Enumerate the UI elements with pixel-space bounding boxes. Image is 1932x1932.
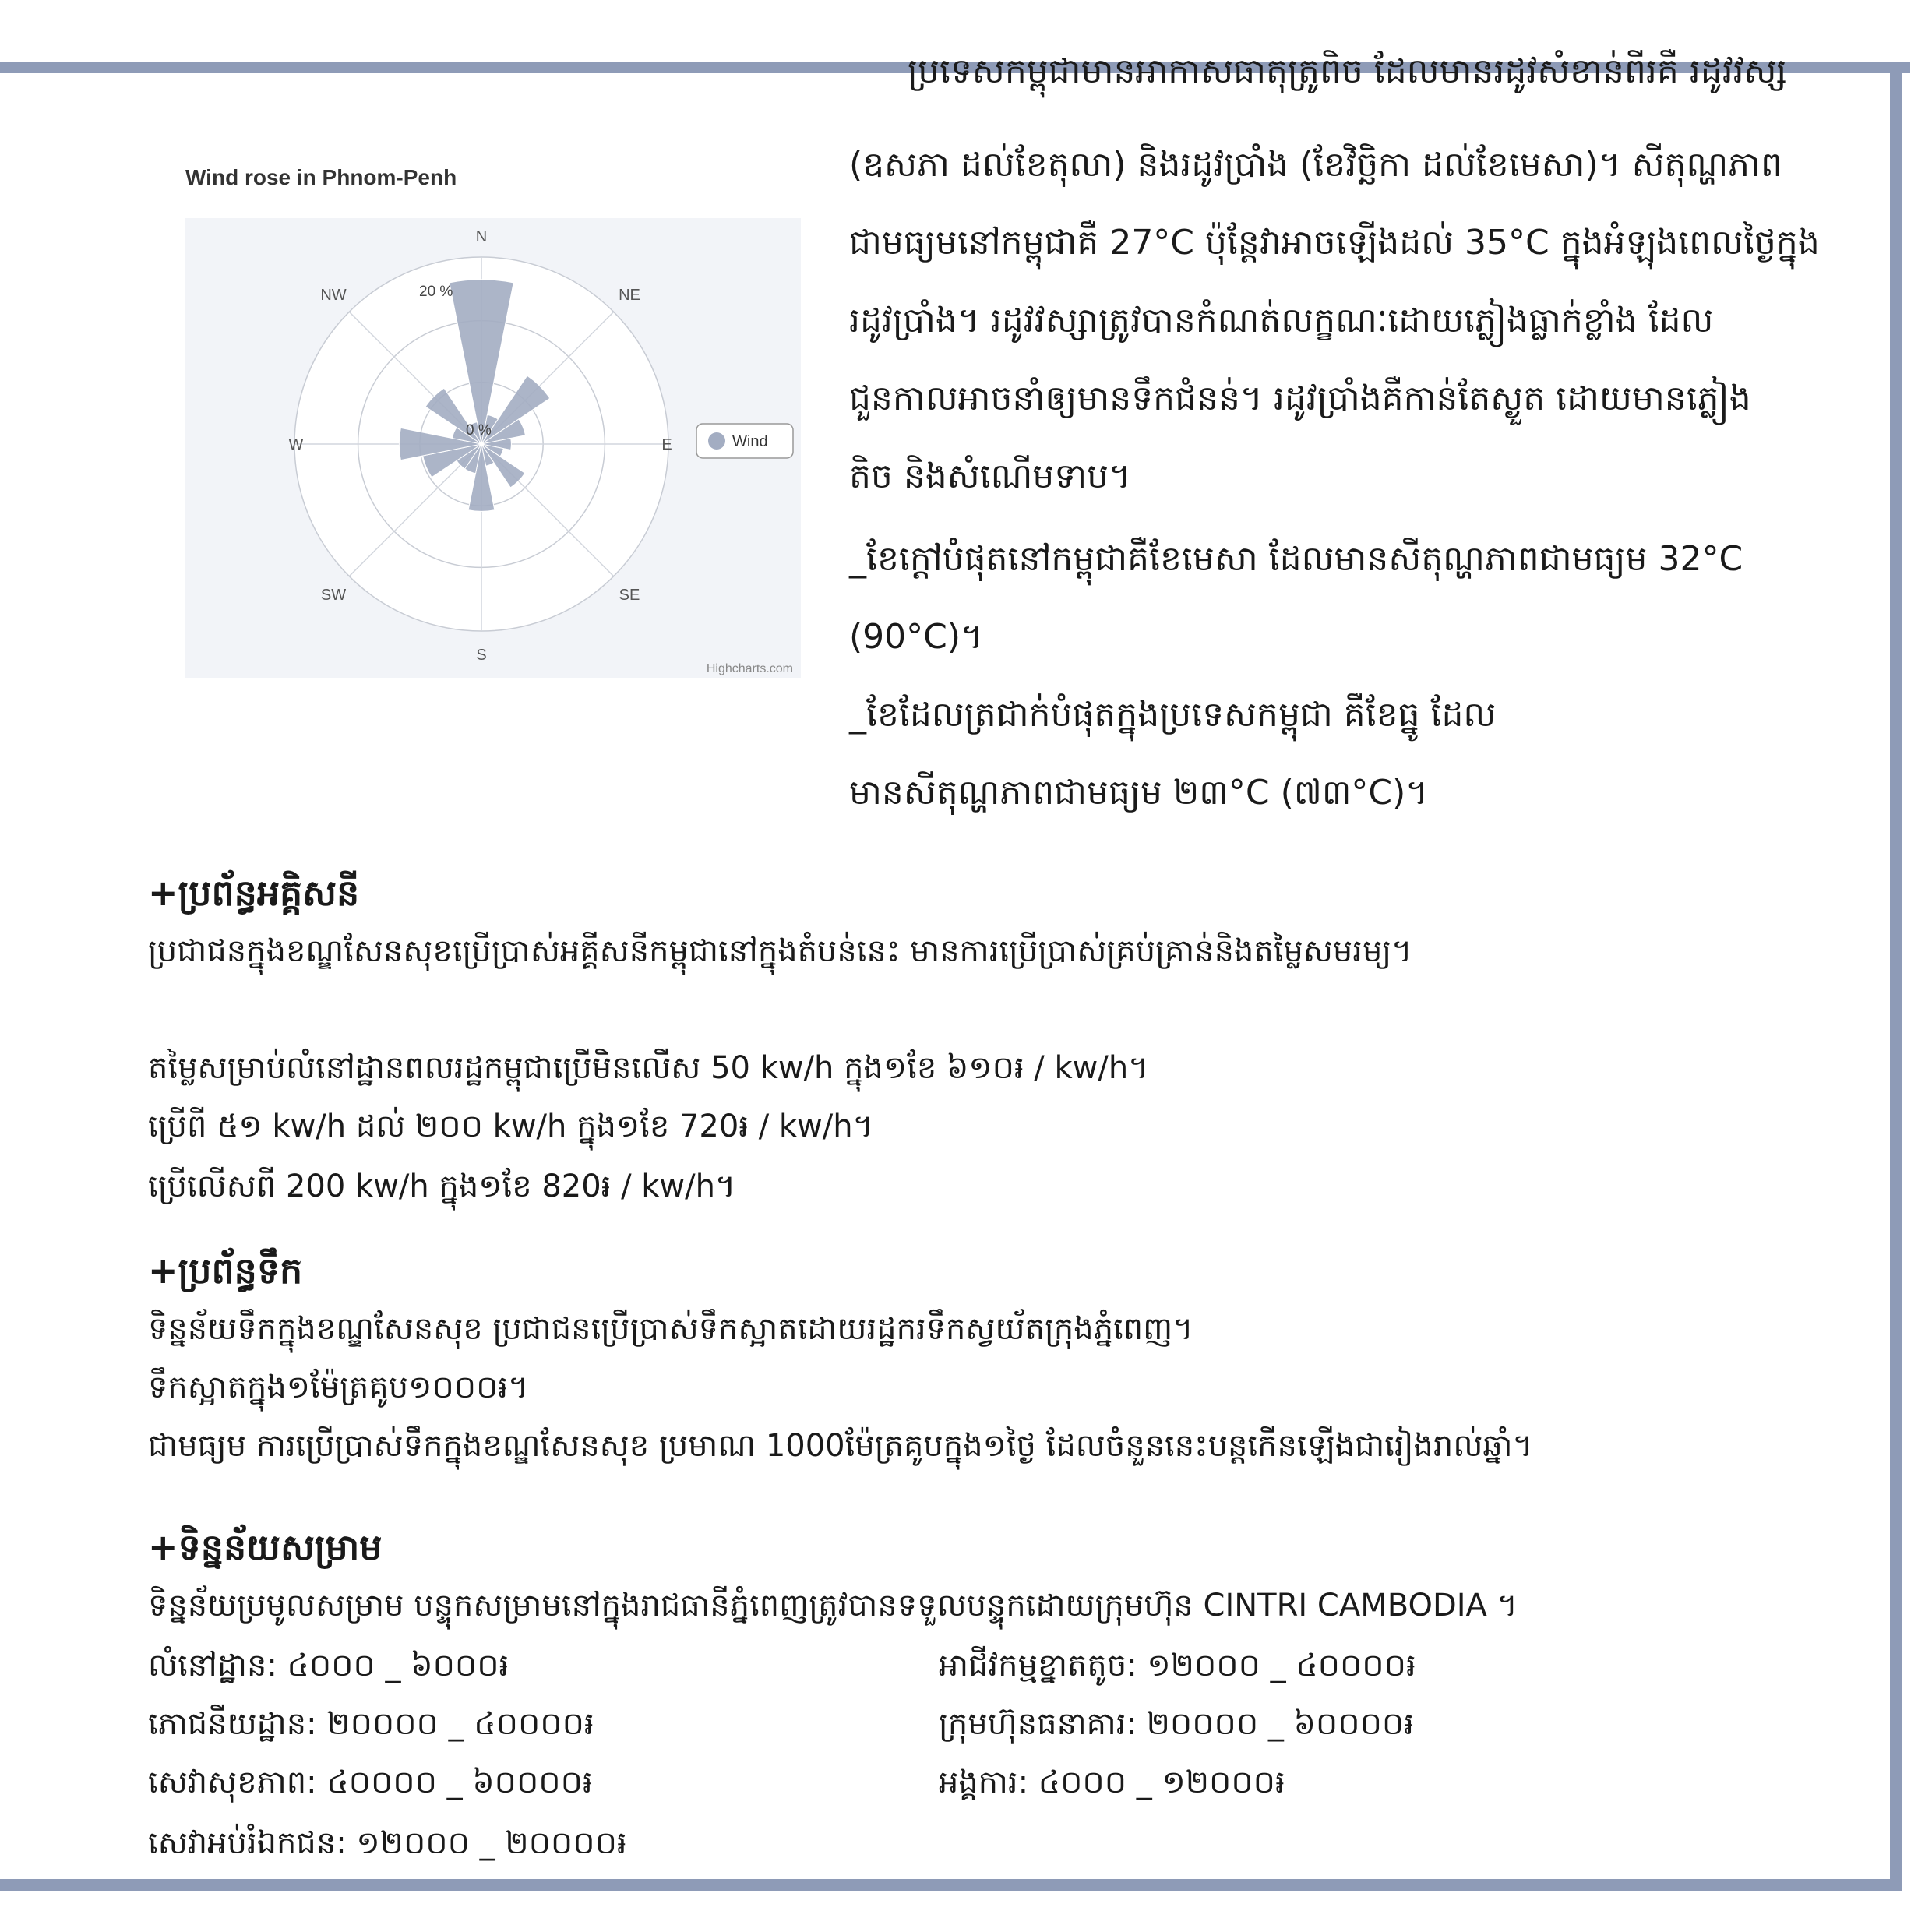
frame-bottom-border <box>0 1879 1902 1891</box>
climate-line-9: _ខែដែលត្រជាក់បំផុតក្នុងប្រទេសកម្ពុជា គឺខែធ្នូ ដែល <box>849 695 1497 735</box>
dir-label-s: S <box>476 647 487 664</box>
waste-right-1: អាជីវកម្មខ្នាតតូច: ១២០០០ _ ៤០០០០៛ <box>939 1648 1416 1683</box>
electricity-rate-1: តម្លៃសម្រាប់លំនៅដ្ឋានពលរដ្ឋកម្ពុជាប្រើមិនលើស 50 kw/h ក្នុង១ខែ ៦១០៛ / kw/h។ <box>148 1050 1149 1086</box>
water-heading: +ប្រព័ន្ធទឹក <box>148 1250 303 1292</box>
waste-left-2: ភោជនីយដ្ឋាន: ២០០០០ _ ៤០០០០៛ <box>148 1706 594 1742</box>
climate-line-4: រដូវប្រាំង។ រដូវវស្សាត្រូវបានកំណត់លក្ខណៈដោយភ្លៀងធ្លាក់ខ្លាំង ដែល <box>849 301 1714 340</box>
water-line-1: ទិន្នន័យទឹកក្នុងខណ្ឌសែនសុខ ប្រជាជនប្រើប្រាស់ទឹកស្អាតដោយរដ្ឋករទឹកស្វយ័តក្រុងភ្នំពេញ។ <box>148 1311 1193 1347</box>
waste-right-3: អង្គការ: ៤០០០ _ ១២០០០៛ <box>939 1765 1285 1800</box>
waste-left-1: លំនៅដ្ឋាន: ៤០០០ _ ៦០០០៛ <box>148 1648 509 1683</box>
climate-line-3: ជាមធ្យមនៅកម្ពុជាគឺ 27°C ប៉ុន្តែវាអាចឡើងដល់ 35°C ក្នុងអំឡុងពេលថ្ងៃក្នុង <box>849 223 1820 263</box>
waste-left-4: សេវាអប់រំឯកជន: ១២០០០ _ ២០០០០៛ <box>148 1825 627 1861</box>
chart-title: Wind rose in Phnom-Penh <box>185 165 457 189</box>
waste-right-2: ក្រុមហ៊ុនធនាគារ: ២០០០០ _ ៦០០០០៛ <box>939 1706 1414 1742</box>
waste-intro: ទិន្នន័យប្រមូលសម្រាម បន្ទុកសម្រាមនៅក្នុងរាជធានីភ្នំពេញត្រូវបានទទួលបន្ទុកដោយក្រុមហ៊ុន CINTRI CAMBODIA ។ <box>148 1588 1518 1624</box>
water-line-2: ទឹកស្អាតក្នុង១ម៉ែត្រគូប១០០០៛។ <box>148 1370 529 1405</box>
electricity-rate-2: ប្រើពី ៥១ kw/h ដល់ ២០០ kw/h ក្នុង១ខែ 720៛ / kw/h។ <box>148 1109 873 1144</box>
climate-line-5: ជួនកាលអាចនាំឲ្យមានទឹកជំនន់។ រដូវប្រាំងគឺកាន់តែស្ងួត ដោយមានភ្លៀង <box>849 379 1751 418</box>
chart-legend[interactable] <box>696 424 793 458</box>
climate-line-2: (ឧសភា ដល់ខែតុលា) និងរដូវប្រាំង (ខែវិច្ឆិកា ដល់ខែមេសា)។ សីតុណ្ហភាព <box>849 145 1782 185</box>
dir-label-w: W <box>288 436 304 453</box>
climate-line-7: _ខែក្តៅបំផុតនៅកម្ពុជាគឺខែមេសា ដែលមានសីតុណ្ហភាពជាមធ្យម 32°C <box>849 539 1743 579</box>
climate-line-6: តិច និងសំណើមទាប។ <box>849 457 1132 496</box>
dir-label-n: N <box>475 228 488 245</box>
legend-label: Wind <box>732 433 768 450</box>
ring-label-20: 20 % <box>419 284 453 300</box>
dir-label-sw: SW <box>320 587 347 604</box>
climate-line-10: មានសីតុណ្ហភាពជាមធ្យម ២៣°C (៧៣°C)។ <box>849 773 1429 813</box>
chart-credit[interactable]: Highcharts.com <box>706 662 793 675</box>
climate-line-8: (90°C)។ <box>849 617 984 657</box>
wind-rose-chart <box>162 140 816 686</box>
legend-marker <box>708 432 725 450</box>
waste-left-3: សេវាសុខភាព: ៤០០០០ _ ៦០០០០៛ <box>148 1765 593 1800</box>
frame-right-border <box>1890 62 1902 1890</box>
electricity-heading: +ប្រព័ន្ធអគ្គិសនី <box>148 872 360 914</box>
ring-label-0: 0 % <box>466 422 492 439</box>
dir-label-se: SE <box>619 587 640 604</box>
water-line-3: ជាមធ្យម ការប្រើប្រាស់ទឹកក្នុងខណ្ឌសែនសុខ ប្រមាណ 1000ម៉ែត្រគូបក្នុង១ថ្ងៃ ដែលចំនួននេះបន្តកើនឡើងជារៀងរាល់ឆ្នាំ។ <box>148 1428 1533 1464</box>
dir-label-nw: NW <box>320 287 347 304</box>
electricity-rate-3: ប្រើលើសពី 200 kw/h ក្នុង១ខែ 820៛ / kw/h។ <box>148 1169 736 1204</box>
waste-heading: +ទិន្នន័យសម្រាម <box>148 1526 383 1568</box>
dir-label-ne: NE <box>619 287 640 304</box>
wind-rose-svg <box>185 218 801 678</box>
climate-line-1: ប្រទេសកម្ពុជាមានអាកាសធាតុត្រូពិច ដែលមានរដូវសំខាន់ពីរគឺ រដូវវស្ស <box>908 51 1787 91</box>
electricity-intro: ប្រជាជនក្នុងខណ្ឌសែនសុខប្រើប្រាស់អគ្គីសនីកម្ពុជានៅក្នុងតំបន់នេះ មានការប្រើប្រាស់គ្រប់គ្រាន់និងតម្លៃសមរម្យ។ <box>148 933 1412 969</box>
dir-label-e: E <box>661 436 672 453</box>
